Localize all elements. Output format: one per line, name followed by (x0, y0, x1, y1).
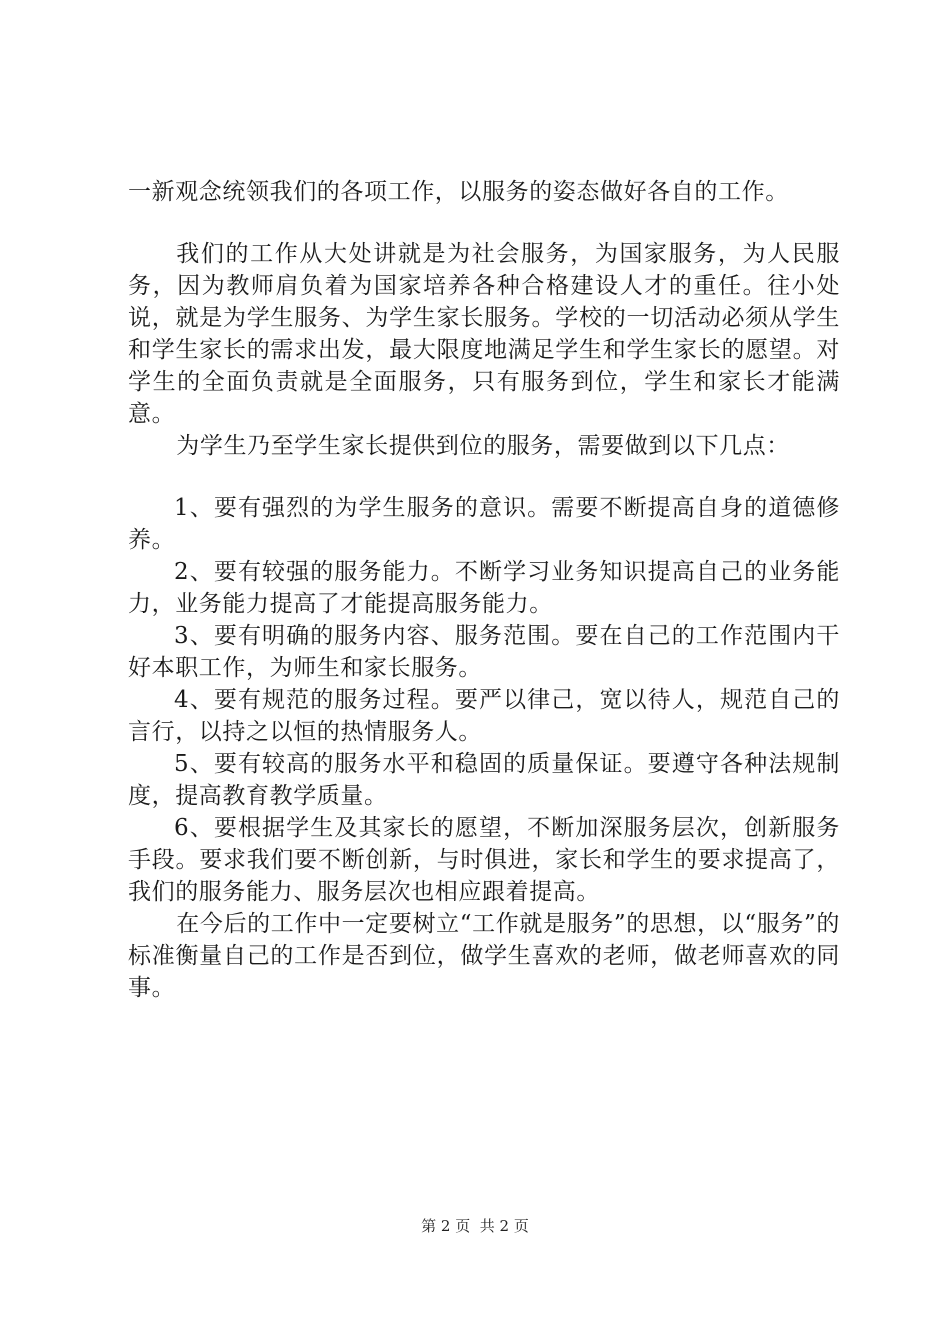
list-item-1: 1、要有强烈的为学生服务的意识。需要不断提高自身的道德修养。 (128, 495, 840, 553)
page-footer (0, 1216, 950, 1236)
document-body (128, 176, 840, 1004)
list-item-6: 6、要根据学生及其家长的愿望，不断加深服务层次，创新服务手段。要求我们要不断创新，与时俱进，家长和学生的要求提高了，我们的服务能力、服务层次也相应跟着提高。 (128, 815, 840, 905)
paragraph-list-intro: 为学生乃至学生家长提供到位的服务，需要做到以下几点： (176, 433, 790, 459)
paragraph-continuation: 一新观念统领我们的各项工作，以服务的姿态做好各自的工作。 (128, 179, 789, 205)
page-number-label: 第 2 页 共 2 页 (421, 1217, 529, 1235)
list-item-4: 4、要有规范的服务过程。要严以律己，宽以待人，规范自己的言行，以持之以恒的热情服务人。 (128, 687, 840, 745)
list-item-2: 2、要有较强的服务能力。不断学习业务知识提高自己的业务能力，业务能力提高了才能提高服务能力。 (128, 559, 840, 617)
paragraph-conclusion: 在今后的工作中一定要树立“工作就是服务”的思想，以“服务”的标准衡量自己的工作是否到位，做学生喜欢的老师，做老师喜欢的同事。 (128, 911, 840, 1001)
list-item-5: 5、要有较高的服务水平和稳固的质量保证。要遵守各种法规制度，提高教育教学质量。 (128, 751, 840, 809)
paragraph-service-meaning: 我们的工作从大处讲就是为社会服务，为国家服务，为人民服务，因为教师肩负着为国家培养各种合格建设人才的重任。往小处说，就是为学生服务、为学生家长服务。学校的一切活动必须从学生和学生家长的需求出发，最大限度地满足学生和学生家长的愿望。对学生的全面负责就是全面服务，只有服务到位，学生和家长才能满意。 (128, 241, 840, 427)
list-item-3: 3、要有明确的服务内容、服务范围。要在自己的工作范围内干好本职工作，为师生和家长服务。 (128, 623, 840, 681)
